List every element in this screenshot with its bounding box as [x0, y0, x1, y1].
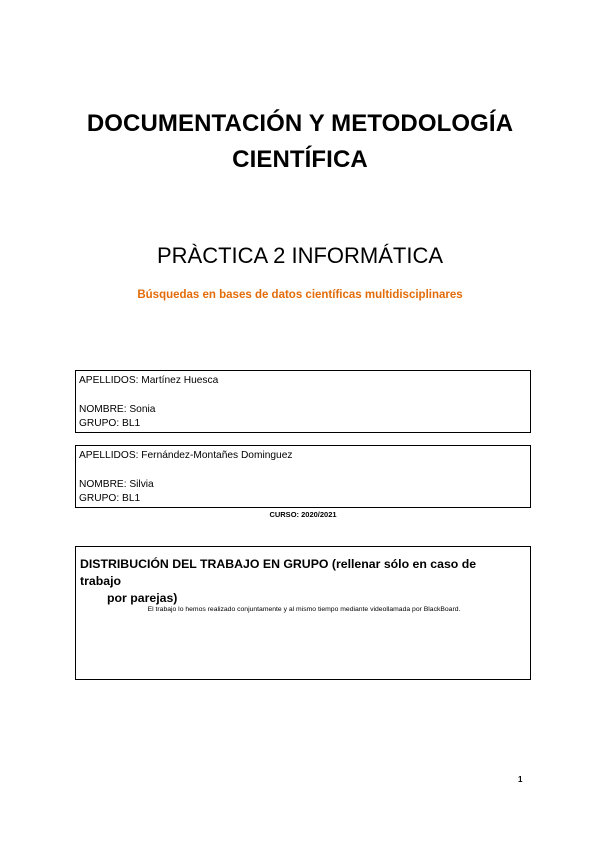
- title-line-1: DOCUMENTACIÓN Y METODOLOGÍA: [86, 110, 514, 137]
- student-1-grupo: GRUPO: BL1: [79, 418, 141, 429]
- distribution-heading: [80, 556, 520, 607]
- title-line-2: CIENTÍFICA: [232, 146, 368, 173]
- document-title: [40, 106, 560, 178]
- distribution-box: [75, 546, 531, 680]
- student-box-2: [75, 445, 531, 508]
- distribution-text: El trabajo lo hemos realizado conjuntamente y al mismo tiempo mediante videollamada por BlackBoard.: [147, 606, 461, 613]
- practice-topic: Búsquedas en bases de datos científicas multidisciplinares: [137, 289, 463, 301]
- student-1-apellidos: APELLIDOS: Martínez Huesca: [79, 375, 219, 386]
- student-1-nombre: NOMBRE: Sonia: [79, 404, 156, 415]
- student-2-apellidos: APELLIDOS: Fernández-Montañes Dominguez: [79, 450, 293, 461]
- curso-label: CURSO: 2020/2021: [269, 510, 337, 519]
- distribution-heading-line-2: por parejas): [107, 591, 178, 605]
- student-box-1: [75, 370, 531, 433]
- distribution-heading-line-1: DISTRIBUCIÓN DEL TRABAJO EN GRUPO (rellenar sólo en caso de trabajo: [80, 557, 477, 588]
- page-number: 1: [518, 775, 523, 784]
- student-2-grupo: GRUPO: BL1: [79, 493, 141, 504]
- practice-subtitle: PRÀCTICA 2 INFORMÁTICA: [156, 243, 444, 268]
- student-2-nombre: NOMBRE: Silvia: [79, 479, 154, 490]
